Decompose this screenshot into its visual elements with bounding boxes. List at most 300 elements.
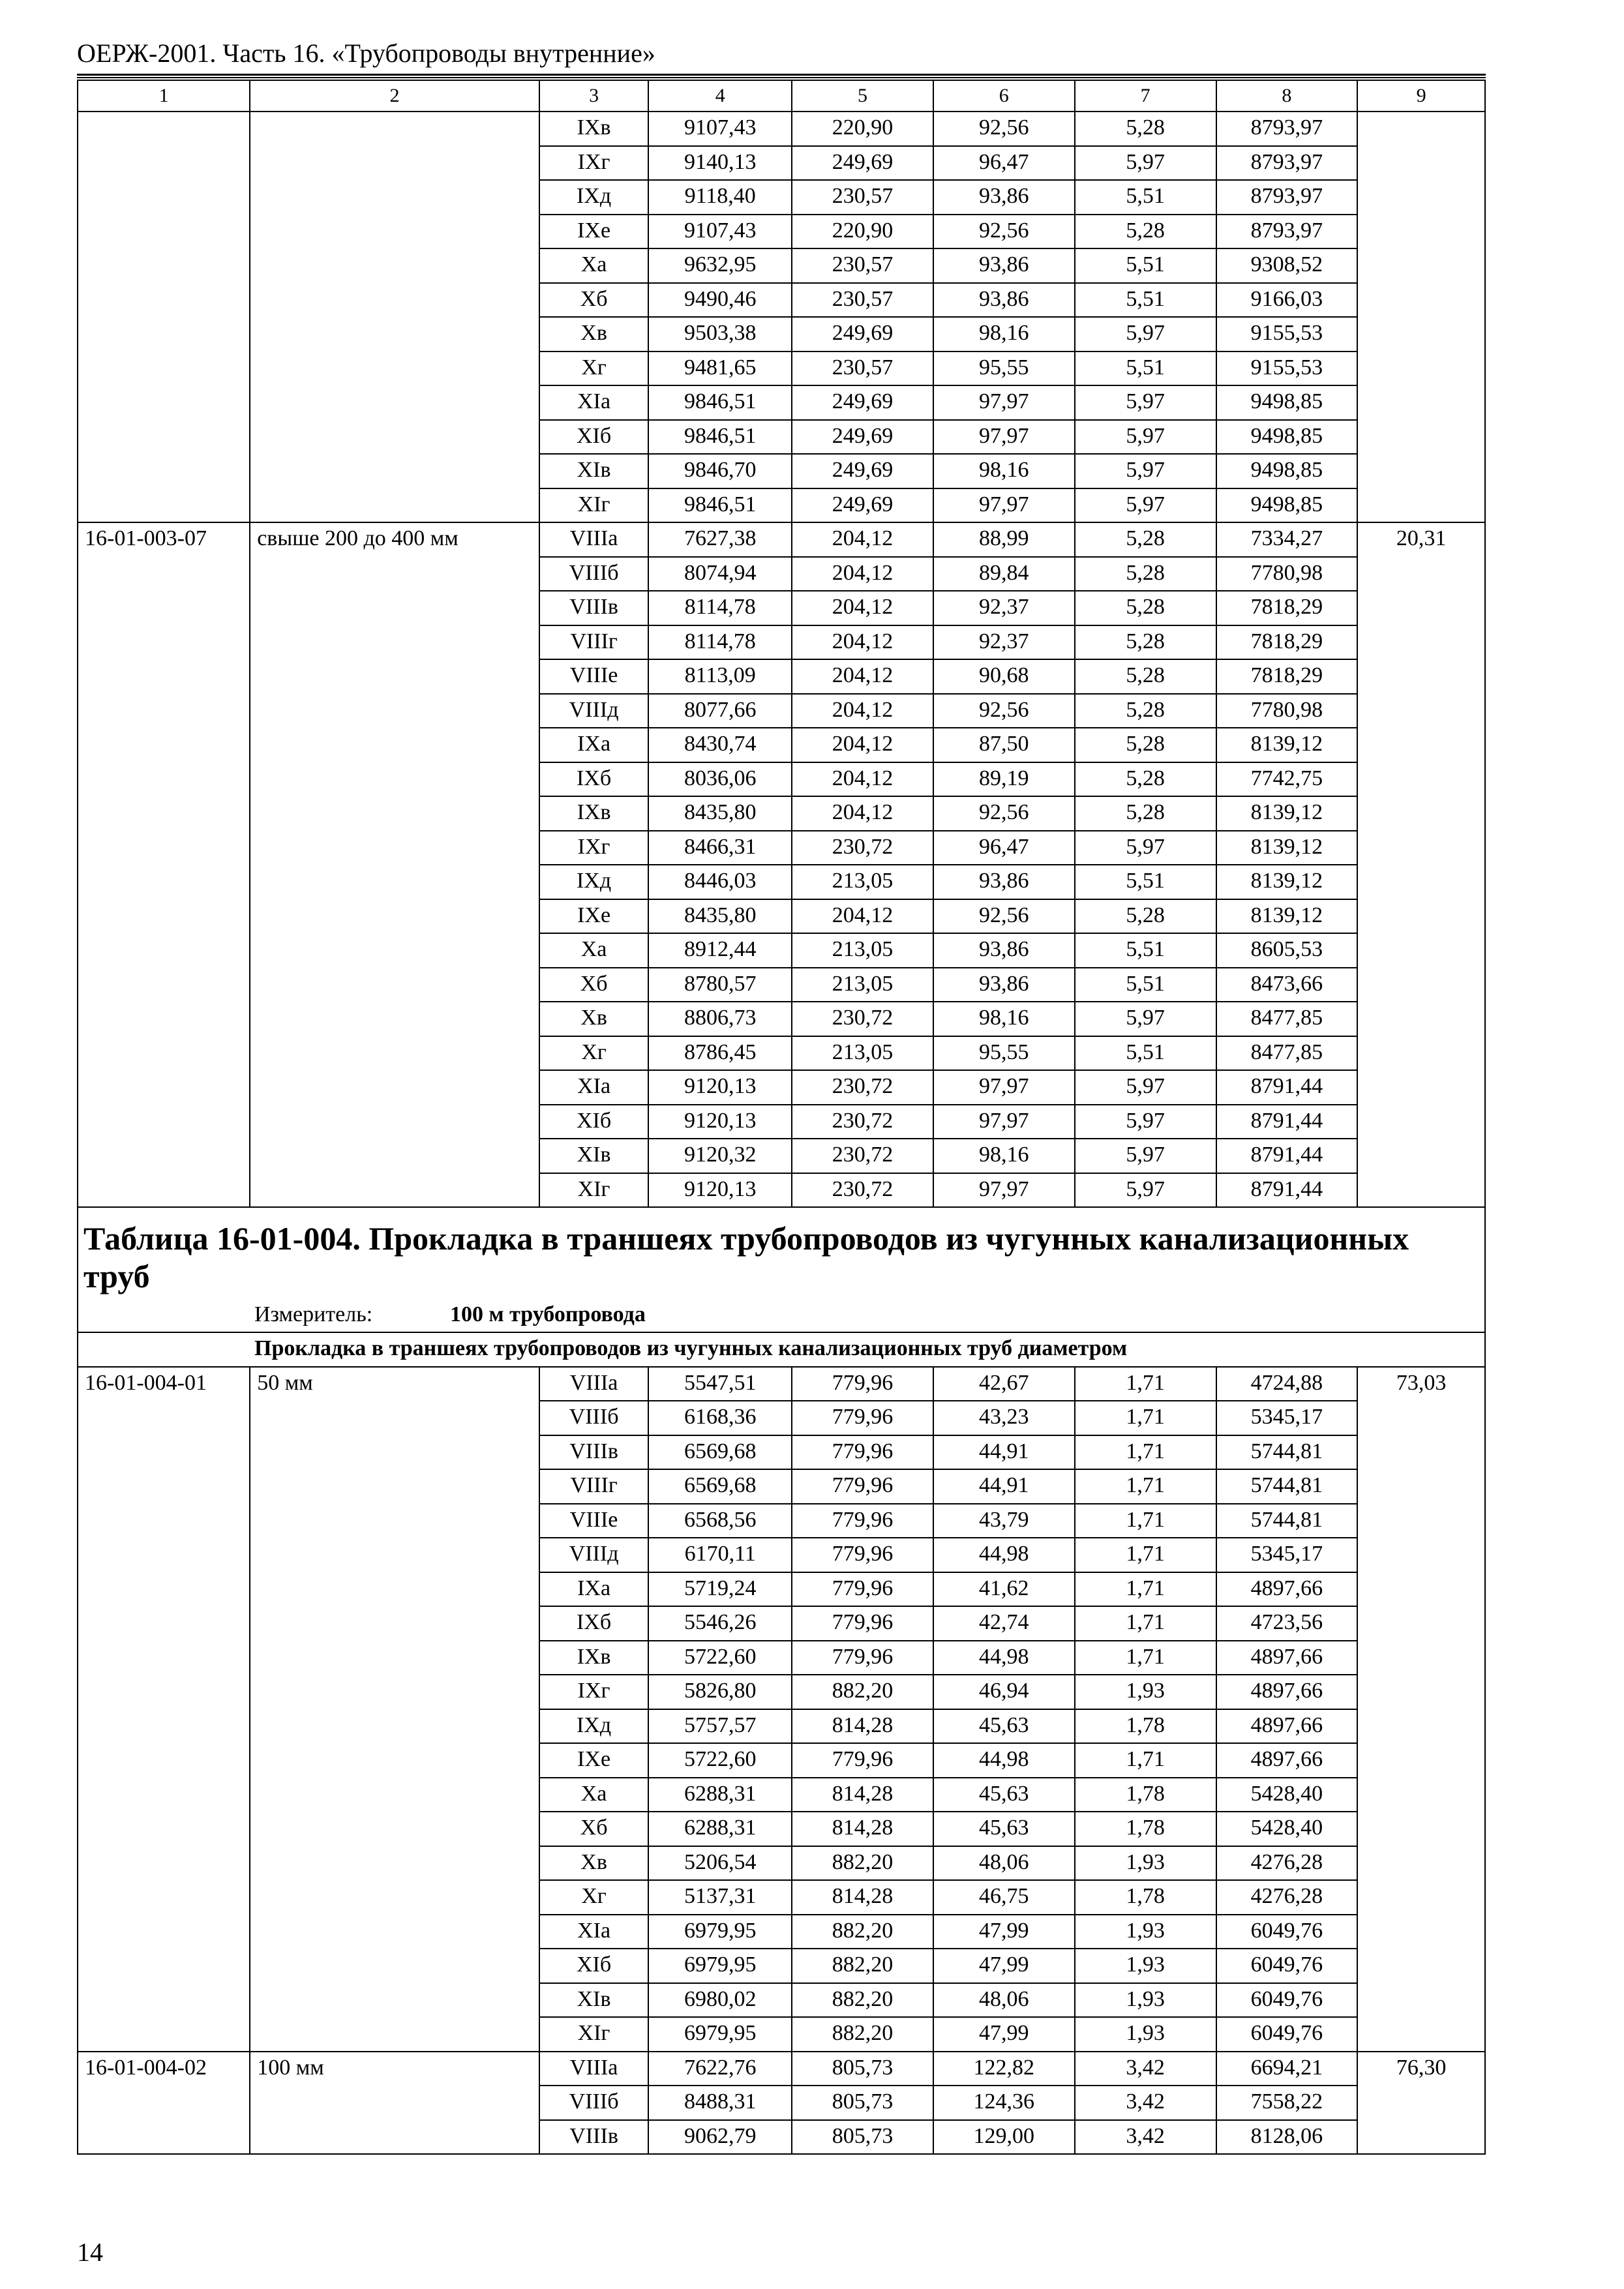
zone-cell: IXб — [539, 1606, 648, 1641]
value-cell: 230,72 — [792, 1070, 933, 1105]
value-cell: 1,93 — [1075, 1846, 1216, 1881]
value-cell: 8435,80 — [648, 899, 792, 934]
value-cell: 1,93 — [1075, 1983, 1216, 2018]
value-cell: 1,71 — [1075, 1367, 1216, 1401]
value-cell: 5,97 — [1075, 1002, 1216, 1036]
value-cell: 5,97 — [1075, 488, 1216, 523]
value-cell: 5,28 — [1075, 899, 1216, 934]
value-cell: 47,99 — [933, 2017, 1075, 2052]
zone-cell: VIIIа — [539, 522, 648, 557]
value-cell: 5,97 — [1075, 1105, 1216, 1139]
value-cell: 204,12 — [792, 659, 933, 694]
value-cell: 47,99 — [933, 1915, 1075, 1949]
value-cell: 1,71 — [1075, 1504, 1216, 1538]
header-rule-double — [77, 77, 1486, 78]
value-cell: 1,71 — [1075, 1469, 1216, 1504]
table-row — [78, 1367, 1485, 1401]
value-cell: 7627,38 — [648, 522, 792, 557]
zone-cell: XIв — [539, 1983, 648, 2018]
value-cell: 93,86 — [933, 283, 1075, 318]
value-cell: 249,69 — [792, 146, 933, 181]
value-cell: 1,93 — [1075, 2017, 1216, 2052]
value-cell: 5,97 — [1075, 146, 1216, 181]
zone-cell: Xг — [539, 1036, 648, 1071]
value-cell: 230,57 — [792, 352, 933, 386]
zone-cell: VIIIв — [539, 2120, 648, 2155]
value-cell: 9503,38 — [648, 317, 792, 352]
column-number: 3 — [539, 80, 648, 112]
value-cell: 9846,70 — [648, 454, 792, 488]
value-cell: 230,72 — [792, 1105, 933, 1139]
value-cell: 249,69 — [792, 488, 933, 523]
zone-cell: Xг — [539, 1880, 648, 1915]
value-cell: 230,72 — [792, 1002, 933, 1036]
value-cell: 882,20 — [792, 2017, 933, 2052]
value-cell: 5,28 — [1075, 625, 1216, 660]
value-cell: 814,28 — [792, 1778, 933, 1812]
value-cell: 5345,17 — [1216, 1401, 1358, 1435]
value-cell: 8139,12 — [1216, 865, 1358, 899]
value-cell: 92,37 — [933, 591, 1075, 625]
value-cell: 204,12 — [792, 591, 933, 625]
zone-cell: IXд — [539, 865, 648, 899]
zone-cell: XIб — [539, 1105, 648, 1139]
value-cell: 89,84 — [933, 557, 1075, 591]
value-cell: 7558,22 — [1216, 2086, 1358, 2120]
value-cell: 93,86 — [933, 180, 1075, 215]
zone-cell: Xа — [539, 1778, 648, 1812]
value-cell: 5,28 — [1075, 762, 1216, 797]
value-cell: 5,97 — [1075, 1139, 1216, 1173]
zone-cell: IXа — [539, 728, 648, 762]
value-cell: 882,20 — [792, 1949, 933, 1983]
value-cell: 230,72 — [792, 831, 933, 865]
value-cell: 6288,31 — [648, 1812, 792, 1846]
zone-cell: Xб — [539, 283, 648, 318]
value-cell: 8793,97 — [1216, 112, 1358, 146]
value-cell: 97,97 — [933, 1070, 1075, 1105]
zone-cell: IXг — [539, 1675, 648, 1709]
value-cell: 5,97 — [1075, 454, 1216, 488]
value-cell: 7742,75 — [1216, 762, 1358, 797]
value-cell: 93,86 — [933, 248, 1075, 283]
value-cell: 230,72 — [792, 1173, 933, 1208]
column-number: 1 — [78, 80, 250, 112]
value-cell: 779,96 — [792, 1641, 933, 1675]
value-cell: 9498,85 — [1216, 420, 1358, 455]
value-cell: 8139,12 — [1216, 831, 1358, 865]
subheading-row — [78, 1332, 1485, 1367]
value-cell: 8074,94 — [648, 557, 792, 591]
code-cell: 16-01-004-02 — [78, 2052, 250, 2155]
zone-cell: VIIIб — [539, 2086, 648, 2120]
value-cell: 122,82 — [933, 2052, 1075, 2086]
value-cell: 9155,53 — [1216, 317, 1358, 352]
column-number: 4 — [648, 80, 792, 112]
zone-cell: Xв — [539, 317, 648, 352]
value-cell: 7780,98 — [1216, 557, 1358, 591]
value-cell: 9107,43 — [648, 112, 792, 146]
value-cell: 44,98 — [933, 1641, 1075, 1675]
value-cell: 8793,97 — [1216, 146, 1358, 181]
zone-cell: Xб — [539, 1812, 648, 1846]
value-cell: 96,47 — [933, 146, 1075, 181]
value-cell: 98,16 — [933, 1139, 1075, 1173]
column-number: 8 — [1216, 80, 1358, 112]
value-cell: 213,05 — [792, 933, 933, 968]
value-cell: 220,90 — [792, 112, 933, 146]
value-cell: 5,51 — [1075, 283, 1216, 318]
zone-cell: XIб — [539, 1949, 648, 1983]
zone-cell: XIа — [539, 1070, 648, 1105]
value-cell: 5744,81 — [1216, 1504, 1358, 1538]
zone-cell: Xв — [539, 1002, 648, 1036]
value-cell: 9062,79 — [648, 2120, 792, 2155]
name-cell: свыше 200 до 400 мм — [250, 522, 539, 1207]
value-cell: 8139,12 — [1216, 899, 1358, 934]
value-cell: 230,57 — [792, 180, 933, 215]
value-cell: 6049,76 — [1216, 1915, 1358, 1949]
value-cell: 92,37 — [933, 625, 1075, 660]
value-cell: 96,47 — [933, 831, 1075, 865]
value-cell: 98,16 — [933, 317, 1075, 352]
subheading: Прокладка в траншеях трубопроводов из чугунных канализационных труб диаметром — [78, 1332, 1485, 1367]
value-cell: 204,12 — [792, 796, 933, 831]
value-cell: 213,05 — [792, 968, 933, 1002]
value-cell: 6168,36 — [648, 1401, 792, 1435]
value-cell: 9498,85 — [1216, 488, 1358, 523]
value-cell: 93,86 — [933, 865, 1075, 899]
value-cell: 8793,97 — [1216, 215, 1358, 249]
value-cell: 204,12 — [792, 557, 933, 591]
value-cell: 9155,53 — [1216, 352, 1358, 386]
value-cell: 5,51 — [1075, 180, 1216, 215]
value-cell: 1,78 — [1075, 1812, 1216, 1846]
value-cell: 9118,40 — [648, 180, 792, 215]
value-cell: 5,51 — [1075, 933, 1216, 968]
value-cell: 8791,44 — [1216, 1139, 1358, 1173]
name-cell: 50 мм — [250, 1367, 539, 2052]
value-cell: 882,20 — [792, 1983, 933, 2018]
header-rule — [77, 74, 1486, 76]
value-cell: 9120,32 — [648, 1139, 792, 1173]
value-cell: 5547,51 — [648, 1367, 792, 1401]
value-cell: 249,69 — [792, 420, 933, 455]
value-cell: 1,71 — [1075, 1641, 1216, 1675]
value-cell: 87,50 — [933, 728, 1075, 762]
value-cell: 93,86 — [933, 968, 1075, 1002]
value-cell: 48,06 — [933, 1846, 1075, 1881]
zone-cell: VIIIг — [539, 1469, 648, 1504]
value-cell: 814,28 — [792, 1709, 933, 1744]
value-cell: 9107,43 — [648, 215, 792, 249]
value-cell: 1,71 — [1075, 1401, 1216, 1435]
value-cell: 45,63 — [933, 1778, 1075, 1812]
zone-cell: IXг — [539, 146, 648, 181]
value-cell: 7334,27 — [1216, 522, 1358, 557]
value-cell: 45,63 — [933, 1709, 1075, 1744]
zone-cell: VIIIа — [539, 1367, 648, 1401]
zone-cell: IXе — [539, 215, 648, 249]
value-cell: 6694,21 — [1216, 2052, 1358, 2086]
zone-cell: XIв — [539, 1139, 648, 1173]
value-cell: 3,42 — [1075, 2120, 1216, 2155]
zone-cell: IXв — [539, 1641, 648, 1675]
value-cell: 5428,40 — [1216, 1778, 1358, 1812]
value-cell: 6979,95 — [648, 1949, 792, 1983]
value-cell: 230,57 — [792, 248, 933, 283]
name-cell — [250, 112, 539, 522]
zone-cell: VIIIе — [539, 1504, 648, 1538]
value-cell: 6569,68 — [648, 1435, 792, 1470]
value-cell: 8477,85 — [1216, 1036, 1358, 1071]
value-cell: 7818,29 — [1216, 591, 1358, 625]
zone-cell: Xб — [539, 968, 648, 1002]
value-cell: 1,93 — [1075, 1915, 1216, 1949]
value-cell: 98,16 — [933, 1002, 1075, 1036]
value-cell: 92,56 — [933, 796, 1075, 831]
value-cell: 9498,85 — [1216, 385, 1358, 420]
column-number-row — [78, 80, 1485, 112]
value-cell: 93,86 — [933, 933, 1075, 968]
value-cell: 98,16 — [933, 454, 1075, 488]
zone-cell: Xа — [539, 933, 648, 968]
value-cell: 45,63 — [933, 1812, 1075, 1846]
value-cell: 8114,78 — [648, 591, 792, 625]
value-cell: 92,56 — [933, 112, 1075, 146]
value-cell: 8114,78 — [648, 625, 792, 660]
value-cell: 6980,02 — [648, 1983, 792, 2018]
table-title-row — [78, 1207, 1485, 1332]
col9-cell: 76,30 — [1357, 2052, 1485, 2155]
page-header: ОЕРЖ-2001. Часть 16. «Трубопроводы внутренние» — [77, 38, 655, 68]
value-cell: 5345,17 — [1216, 1538, 1358, 1572]
value-cell: 6979,95 — [648, 2017, 792, 2052]
value-cell: 6979,95 — [648, 1915, 792, 1949]
value-cell: 97,97 — [933, 385, 1075, 420]
zone-cell: VIIIд — [539, 694, 648, 728]
value-cell: 9481,65 — [648, 352, 792, 386]
value-cell: 1,71 — [1075, 1435, 1216, 1470]
zone-cell: VIIIд — [539, 1538, 648, 1572]
zone-cell: XIб — [539, 420, 648, 455]
column-number: 6 — [933, 80, 1075, 112]
value-cell: 1,71 — [1075, 1743, 1216, 1778]
value-cell: 88,99 — [933, 522, 1075, 557]
value-cell: 249,69 — [792, 317, 933, 352]
zone-cell: XIв — [539, 454, 648, 488]
column-number: 7 — [1075, 80, 1216, 112]
value-cell: 43,23 — [933, 1401, 1075, 1435]
value-cell: 4897,66 — [1216, 1743, 1358, 1778]
value-cell: 97,97 — [933, 1105, 1075, 1139]
value-cell: 44,98 — [933, 1538, 1075, 1572]
value-cell: 5744,81 — [1216, 1435, 1358, 1470]
value-cell: 779,96 — [792, 1538, 933, 1572]
value-cell: 8791,44 — [1216, 1105, 1358, 1139]
value-cell: 1,71 — [1075, 1606, 1216, 1641]
value-cell: 5428,40 — [1216, 1812, 1358, 1846]
zone-cell: VIIIб — [539, 1401, 648, 1435]
zone-cell: XIа — [539, 1915, 648, 1949]
value-cell: 8139,12 — [1216, 728, 1358, 762]
zone-cell: IXв — [539, 112, 648, 146]
zone-cell: XIа — [539, 385, 648, 420]
value-cell: 3,42 — [1075, 2052, 1216, 2086]
column-number: 9 — [1357, 80, 1485, 112]
value-cell: 44,91 — [933, 1469, 1075, 1504]
value-cell: 1,93 — [1075, 1675, 1216, 1709]
zone-cell: VIIIв — [539, 591, 648, 625]
value-cell: 8036,06 — [648, 762, 792, 797]
value-cell: 8793,97 — [1216, 180, 1358, 215]
value-cell: 4897,66 — [1216, 1709, 1358, 1744]
value-cell: 4276,28 — [1216, 1846, 1358, 1881]
value-cell: 5722,60 — [648, 1743, 792, 1778]
value-cell: 805,73 — [792, 2086, 933, 2120]
value-cell: 7818,29 — [1216, 625, 1358, 660]
table-row — [78, 522, 1485, 557]
value-cell: 779,96 — [792, 1401, 933, 1435]
zone-cell: VIIIв — [539, 1435, 648, 1470]
value-cell: 8446,03 — [648, 865, 792, 899]
value-cell: 97,97 — [933, 420, 1075, 455]
value-cell: 5,28 — [1075, 112, 1216, 146]
value-cell: 8780,57 — [648, 968, 792, 1002]
value-cell: 46,94 — [933, 1675, 1075, 1709]
value-cell: 8473,66 — [1216, 968, 1358, 1002]
value-cell: 92,56 — [933, 694, 1075, 728]
value-cell: 8477,85 — [1216, 1002, 1358, 1036]
value-cell: 5757,57 — [648, 1709, 792, 1744]
value-cell: 8466,31 — [648, 831, 792, 865]
value-cell: 9166,03 — [1216, 283, 1358, 318]
value-cell: 9490,46 — [648, 283, 792, 318]
zone-cell: IXе — [539, 899, 648, 934]
col9-cell: 73,03 — [1357, 1367, 1485, 2052]
value-cell: 779,96 — [792, 1469, 933, 1504]
table-body — [78, 80, 1485, 2154]
value-cell: 8791,44 — [1216, 1173, 1358, 1208]
value-cell: 6569,68 — [648, 1469, 792, 1504]
measurement-value: 100 м трубопровода — [450, 1302, 646, 1326]
value-cell: 5,97 — [1075, 420, 1216, 455]
value-cell: 779,96 — [792, 1743, 933, 1778]
value-cell: 249,69 — [792, 454, 933, 488]
code-cell — [78, 112, 250, 522]
value-cell: 46,75 — [933, 1880, 1075, 1915]
value-cell: 6170,11 — [648, 1538, 792, 1572]
value-cell: 204,12 — [792, 694, 933, 728]
zone-cell: IXд — [539, 1709, 648, 1744]
value-cell: 8806,73 — [648, 1002, 792, 1036]
value-cell: 4897,66 — [1216, 1675, 1358, 1709]
value-cell: 8605,53 — [1216, 933, 1358, 968]
value-cell: 1,93 — [1075, 1949, 1216, 1983]
value-cell: 5,51 — [1075, 968, 1216, 1002]
value-cell: 95,55 — [933, 1036, 1075, 1071]
value-cell: 882,20 — [792, 1846, 933, 1881]
measurement-unit — [83, 1295, 1479, 1332]
value-cell: 5,28 — [1075, 694, 1216, 728]
zone-cell: VIIIа — [539, 2052, 648, 2086]
zone-cell: IXв — [539, 796, 648, 831]
value-cell: 4723,56 — [1216, 1606, 1358, 1641]
value-cell: 92,56 — [933, 215, 1075, 249]
page-number: 14 — [77, 2237, 103, 2267]
value-cell: 249,69 — [792, 385, 933, 420]
value-cell: 9846,51 — [648, 420, 792, 455]
value-cell: 95,55 — [933, 352, 1075, 386]
value-cell: 5137,31 — [648, 1880, 792, 1915]
value-cell: 5,97 — [1075, 385, 1216, 420]
value-cell: 1,71 — [1075, 1572, 1216, 1607]
value-cell: 230,57 — [792, 283, 933, 318]
value-cell: 8786,45 — [648, 1036, 792, 1071]
value-cell: 204,12 — [792, 899, 933, 934]
value-cell: 1,71 — [1075, 1538, 1216, 1572]
value-cell: 8128,06 — [1216, 2120, 1358, 2155]
table-row — [78, 112, 1485, 146]
value-cell: 5,51 — [1075, 1036, 1216, 1071]
value-cell: 5,28 — [1075, 522, 1216, 557]
value-cell: 8430,74 — [648, 728, 792, 762]
value-cell: 213,05 — [792, 1036, 933, 1071]
value-cell: 1,78 — [1075, 1880, 1216, 1915]
value-cell: 42,67 — [933, 1367, 1075, 1401]
code-cell: 16-01-004-01 — [78, 1367, 250, 2052]
value-cell: 204,12 — [792, 522, 933, 557]
zone-cell: IXб — [539, 762, 648, 797]
zone-cell: VIIIб — [539, 557, 648, 591]
value-cell: 97,97 — [933, 1173, 1075, 1208]
code-cell: 16-01-003-07 — [78, 522, 250, 1207]
value-cell: 779,96 — [792, 1367, 933, 1401]
value-cell: 204,12 — [792, 728, 933, 762]
table-title-cell — [78, 1207, 1485, 1332]
zone-cell: Xг — [539, 352, 648, 386]
value-cell: 204,12 — [792, 625, 933, 660]
value-cell: 5,28 — [1075, 796, 1216, 831]
value-cell: 5,28 — [1075, 591, 1216, 625]
value-cell: 8139,12 — [1216, 796, 1358, 831]
value-cell: 779,96 — [792, 1504, 933, 1538]
value-cell: 779,96 — [792, 1606, 933, 1641]
value-cell: 9846,51 — [648, 385, 792, 420]
value-cell: 6049,76 — [1216, 1949, 1358, 1983]
zone-cell: XIг — [539, 2017, 648, 2052]
zone-cell: XIг — [539, 1173, 648, 1208]
column-number: 2 — [250, 80, 539, 112]
value-cell: 5,51 — [1075, 248, 1216, 283]
value-cell: 48,06 — [933, 1983, 1075, 2018]
value-cell: 5,51 — [1075, 865, 1216, 899]
zone-cell: IXд — [539, 180, 648, 215]
value-cell: 8113,09 — [648, 659, 792, 694]
value-cell: 805,73 — [792, 2052, 933, 2086]
value-cell: 4897,66 — [1216, 1641, 1358, 1675]
value-cell: 220,90 — [792, 215, 933, 249]
value-cell: 230,72 — [792, 1139, 933, 1173]
zone-cell: Xа — [539, 248, 648, 283]
price-table — [77, 80, 1486, 2155]
value-cell: 779,96 — [792, 1435, 933, 1470]
value-cell: 5546,26 — [648, 1606, 792, 1641]
value-cell: 6568,56 — [648, 1504, 792, 1538]
value-cell: 97,97 — [933, 488, 1075, 523]
value-cell: 4897,66 — [1216, 1572, 1358, 1607]
value-cell: 47,99 — [933, 1949, 1075, 1983]
